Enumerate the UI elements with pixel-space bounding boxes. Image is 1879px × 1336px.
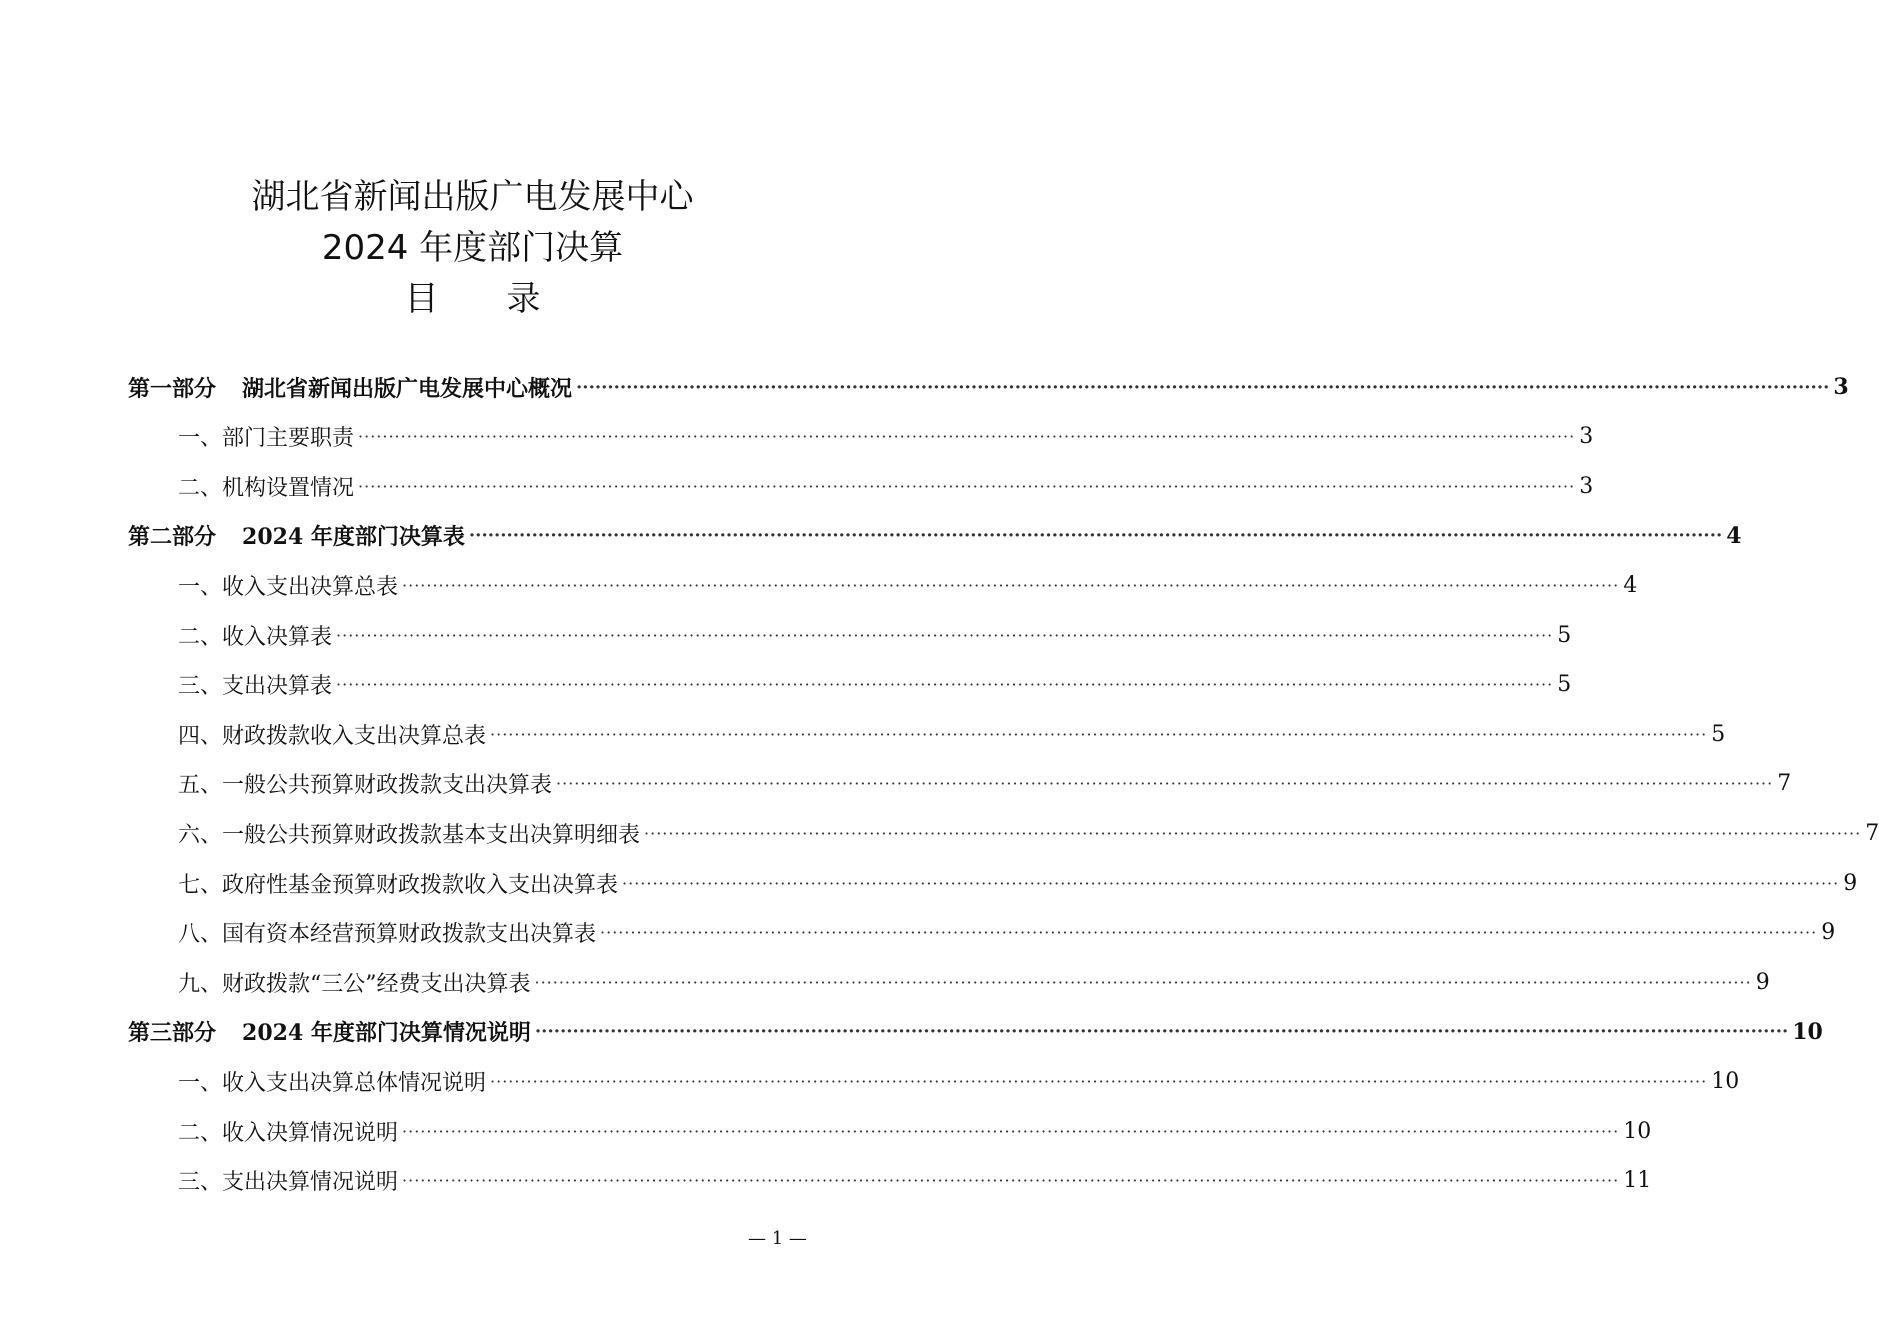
toc-page-number: 10 xyxy=(1623,1118,1652,1144)
toc-page-number: 9 xyxy=(1755,969,1770,995)
toc-leader-dots: ········································································································································································································ xyxy=(402,575,1620,595)
toc-part-entry[interactable] xyxy=(128,1007,1823,1057)
toc-entry-label: 二、机构设置情况 xyxy=(178,475,355,501)
toc-entry-label: 一、收入支出决算总表 xyxy=(178,574,399,600)
toc-page-number: 9 xyxy=(1843,870,1858,896)
toc-part-prefix: 第三部分 xyxy=(128,1020,217,1047)
toc-page-number: 5 xyxy=(1557,672,1572,698)
toc-page-number: 5 xyxy=(1557,622,1572,648)
toc-entry[interactable] xyxy=(178,709,1726,759)
toc-page-number: 7 xyxy=(1777,771,1792,797)
toc-page-number: 4 xyxy=(1726,522,1742,549)
toc-leader-dots: ········································································································································································································ xyxy=(358,476,1576,496)
toc-leader-dots: ········································································································································································································ xyxy=(336,675,1554,695)
toc-page-number: 11 xyxy=(1623,1168,1652,1194)
toc-entry[interactable] xyxy=(178,1056,1740,1106)
toc-page-number: 5 xyxy=(1711,721,1726,747)
toc-leader-dots: ········································································································································································································ xyxy=(534,972,1752,992)
toc-entry-label: 二、收入决算情况说明 xyxy=(178,1120,399,1146)
toc-entry[interactable] xyxy=(178,412,1594,462)
toc-leader-dots: ········································································································································································································ xyxy=(490,724,1708,744)
title-organization: 湖北省新闻出版广电发展中心 xyxy=(251,177,694,217)
toc-page-number: 3 xyxy=(1579,424,1594,450)
toc-leader-dots: ········································································································································································································ xyxy=(576,376,1830,398)
toc-leader-dots: ········································································································································································································ xyxy=(358,427,1576,447)
toc-entry[interactable] xyxy=(178,1106,1652,1156)
toc-leader-dots: ········································································································································································································ xyxy=(490,1071,1708,1091)
toc-leader-dots: ········································································································································································································ xyxy=(468,525,1723,547)
toc-entry[interactable] xyxy=(178,660,1572,710)
toc-page-number: 4 xyxy=(1623,572,1638,598)
toc-part-prefix: 第二部分 xyxy=(128,524,217,551)
toc-part-entry[interactable] xyxy=(128,511,1742,561)
toc-entry[interactable] xyxy=(178,1156,1652,1206)
toc-entry-label: 一、部门主要职责 xyxy=(178,426,355,452)
toc-page-number: 3 xyxy=(1833,374,1849,400)
toc-entry-label: 三、支出决算表 xyxy=(178,674,333,700)
toc-leader-dots: ········································································································································································································ xyxy=(402,1121,1620,1141)
toc-page-number: 3 xyxy=(1579,473,1594,499)
toc-entry-label: 2024 年度部门决算表 xyxy=(242,524,465,551)
toc-entry-label: 五、一般公共预算财政拨款支出决算表 xyxy=(178,773,553,799)
toc-entry-label: 八、国有资本经营预算财政拨款支出决算表 xyxy=(178,922,597,948)
toc-entry[interactable] xyxy=(178,560,1638,610)
toc-entry[interactable] xyxy=(178,610,1572,660)
toc-leader-dots: ········································································································································································································ xyxy=(644,823,1862,843)
toc-part-entry[interactable] xyxy=(128,362,1849,412)
toc-entry-label: 2024 年度部门决算情况说明 xyxy=(242,1020,531,1047)
toc-leader-dots: ········································································································································································································ xyxy=(622,873,1840,893)
toc-entry[interactable] xyxy=(178,808,1879,858)
toc-entry[interactable] xyxy=(178,759,1792,809)
toc-leader-dots: ········································································································································································································ xyxy=(534,1021,1789,1043)
toc-entry[interactable] xyxy=(178,908,1836,958)
toc-entry-label: 六、一般公共预算财政拨款基本支出决算明细表 xyxy=(178,822,641,848)
toc-leader-dots: ········································································································································································································ xyxy=(600,923,1818,943)
toc-page-number: 10 xyxy=(1711,1068,1740,1094)
title-contents: 目录 xyxy=(404,279,609,319)
toc-leader-dots: ········································································································································································································ xyxy=(556,774,1774,794)
toc-entry-label: 一、收入支出决算总体情况说明 xyxy=(178,1070,487,1096)
document-title xyxy=(0,172,945,325)
toc-page-number: 9 xyxy=(1821,920,1836,946)
toc-entry[interactable] xyxy=(178,858,1858,908)
toc-entry-label: 九、财政拨款“三公”经费支出决算表 xyxy=(178,971,531,997)
toc-leader-dots: ········································································································································································································ xyxy=(402,1171,1620,1191)
toc-entry-label: 四、财政拨款收入支出决算总表 xyxy=(178,723,487,749)
toc-leader-dots: ········································································································································································································ xyxy=(336,625,1554,645)
toc-page-number: 7 xyxy=(1865,820,1879,846)
toc-page-number: 10 xyxy=(1792,1018,1823,1045)
title-year: 2024 年度部门决算 xyxy=(321,228,624,268)
toc-entry-label: 湖北省新闻出版广电发展中心概况 xyxy=(242,375,573,402)
toc-entry-label: 七、政府性基金预算财政拨款收入支出决算表 xyxy=(178,872,619,898)
toc-part-prefix: 第一部分 xyxy=(128,375,217,402)
toc-entry[interactable] xyxy=(178,957,1770,1007)
toc-entry-label: 三、支出决算情况说明 xyxy=(178,1170,399,1196)
page-number: — 1 — xyxy=(748,1228,807,1249)
toc-entry-label: 二、收入决算表 xyxy=(178,624,333,650)
toc-entry[interactable] xyxy=(178,461,1594,511)
